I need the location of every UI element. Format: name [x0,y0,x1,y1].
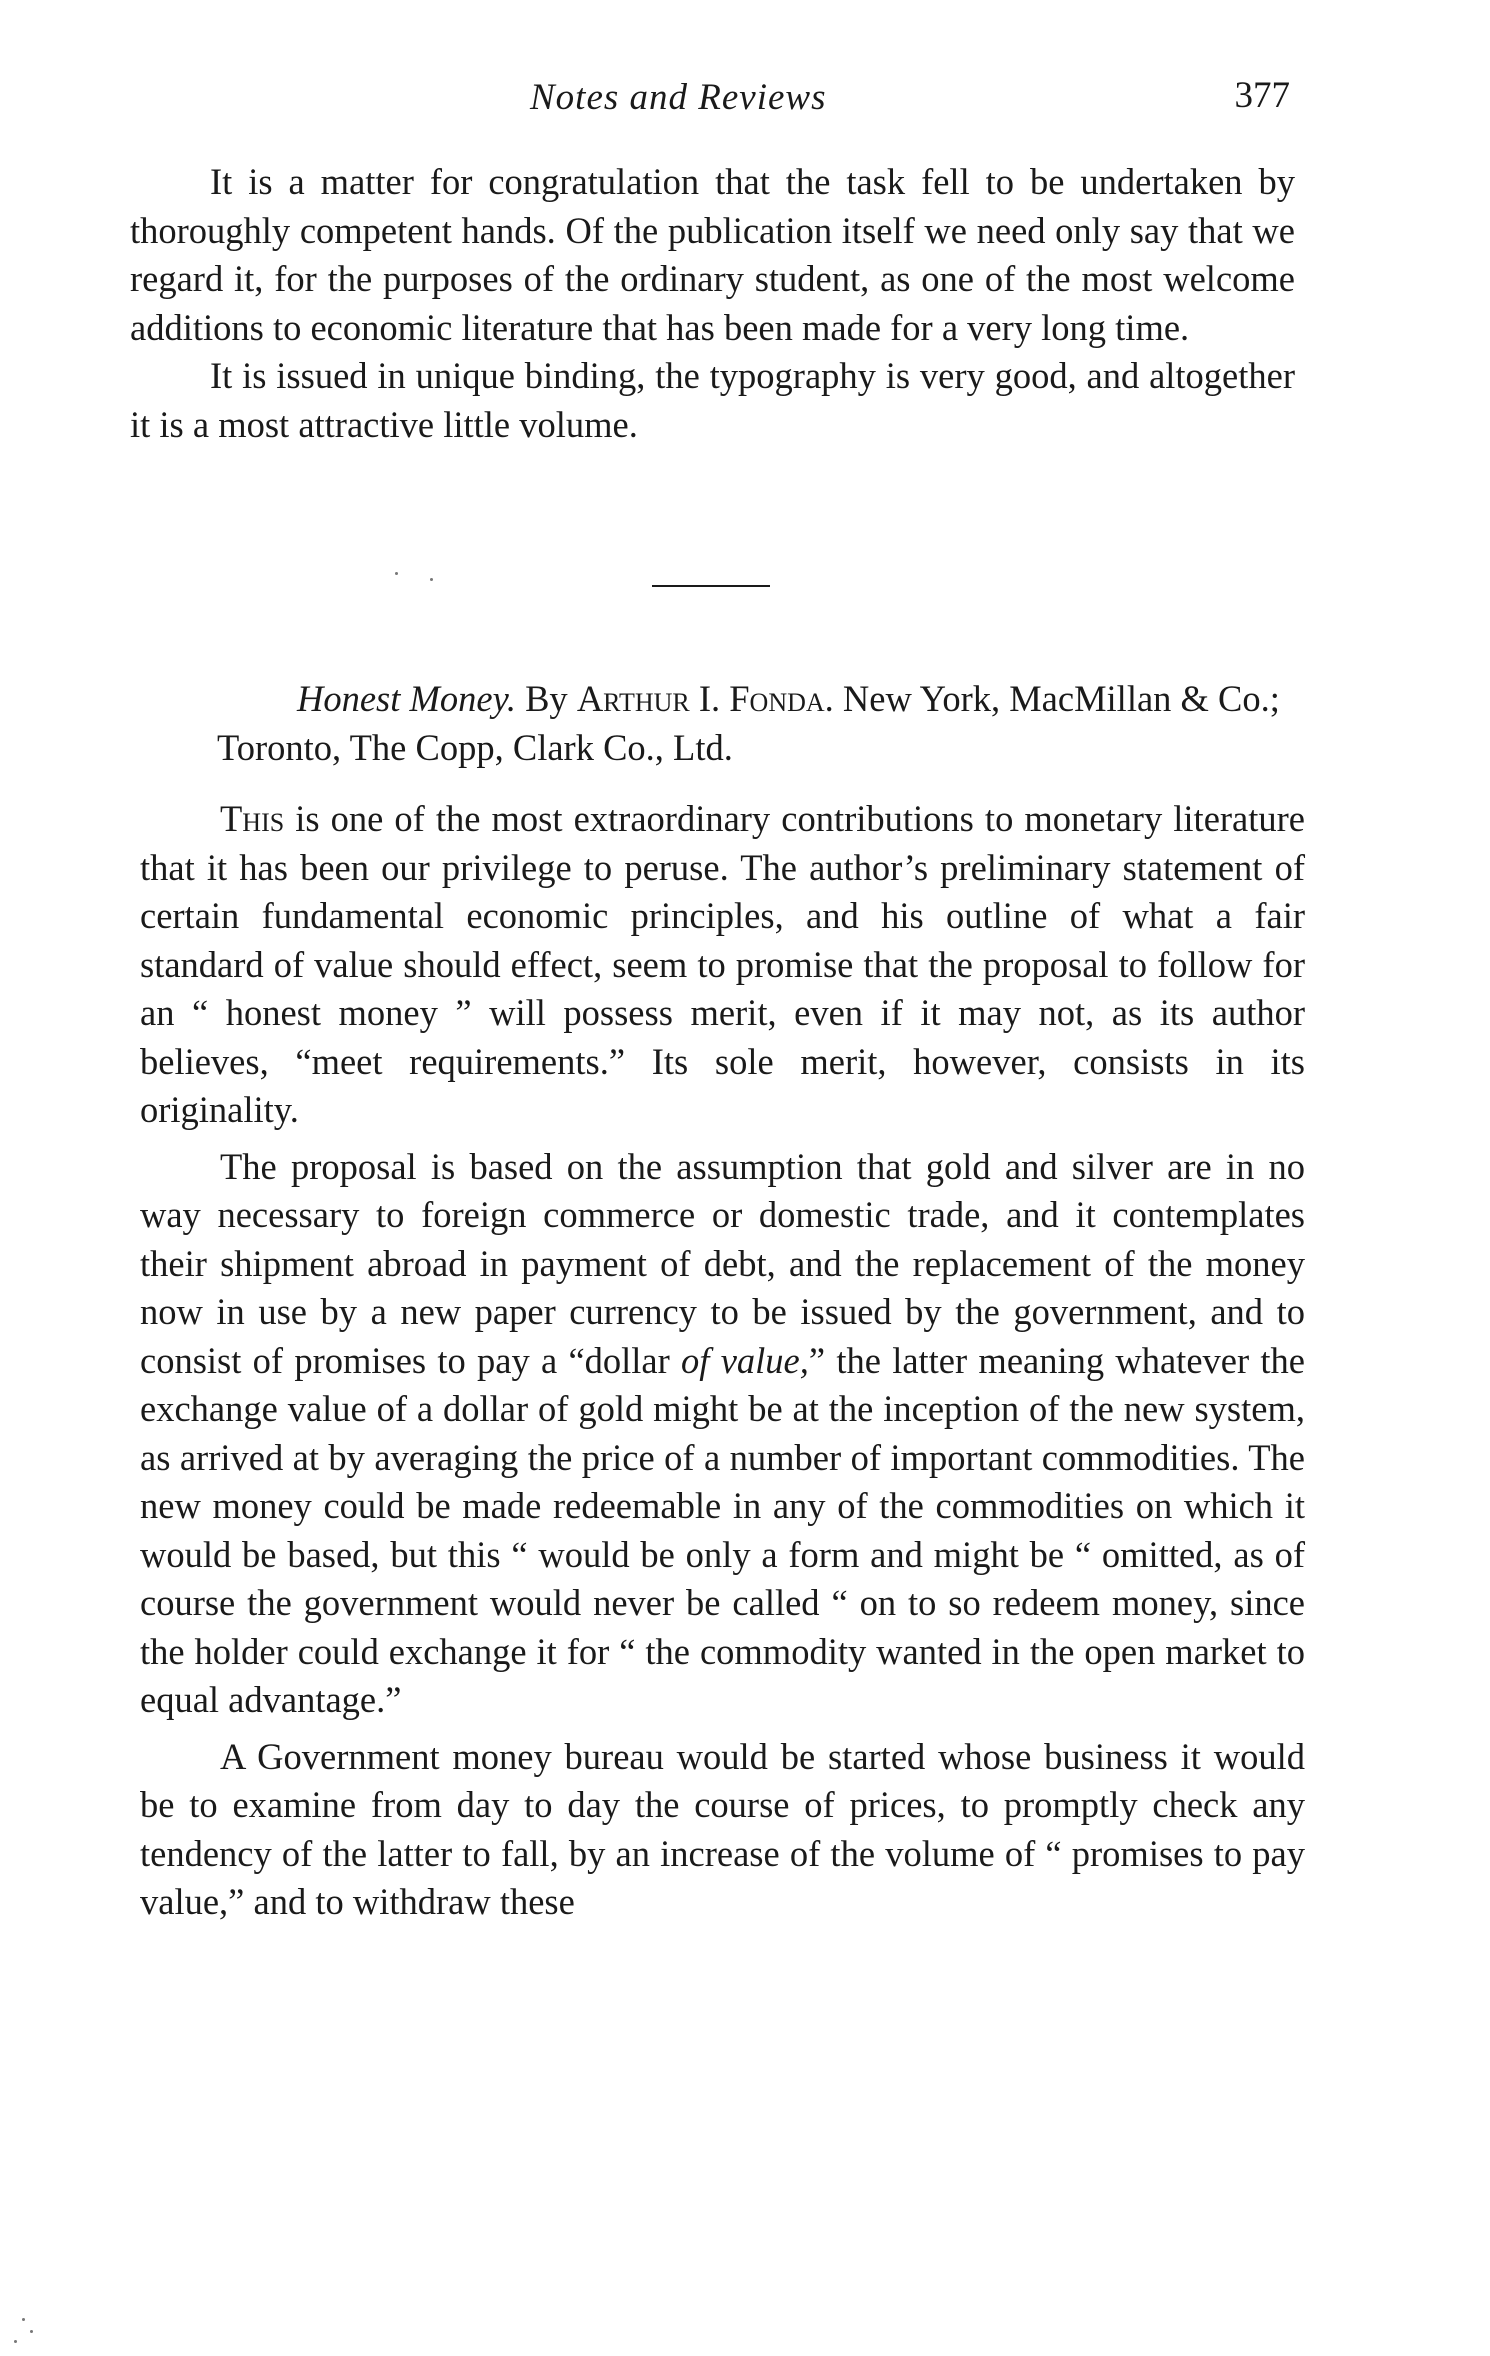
paragraph: It is a matter for congratulation that the task fell to be undertaken by thoroughly competent hands. Of the publication itself we need only say that we regard it, for the purposes of the ordinary student, as one of the most welcome additions to economic literature that has been made for a very long time. [130,161,1295,348]
review-body [140,795,1305,1931]
running-head [130,70,1290,130]
citation-line [137,675,1297,772]
paper-speck [14,2340,17,2343]
paragraph: A Government money bureau would be started whose business it would be to examine from day to day the course of prices, to promptly check any tendency of the latter to fall, by an increase of the volume of “ promises to pay value,” and to withdraw these [140,1735,1305,1922]
lead-word: This [220,798,285,839]
paper-speck [22,2318,25,2321]
paper-speck [395,572,398,575]
paragraph-text: is one of the most extraordinary contributions to monetary literature that it has been our privilege to peruse. The author’s preliminary statement of certain fundamental economic principles, and his outline of what a fair standard of value should effect, seem to promise that the proposal to follow for an “ honest money ” will possess merit, even if it may not, as its author believes, “meet requirements.” Its sole merit, however, consists in its originality. [140,798,1305,1130]
page-number: 377 [1234,75,1290,116]
paragraph [140,795,1305,1135]
italic-phrase: of value, [681,1339,809,1381]
paragraph [140,1143,1305,1725]
book-title: Honest Money. [297,678,516,719]
paragraph-text: ” the latter meaning whatever the exchange value of a dollar of gold might be at the inception of the new system, as arrived at by averaging the price of a number of important commodities. The new money could be made redeemable in any of the commodities on which it would be based, but this “ would be only a form and might be “ omitted, as of course the government would never be called “ on to so redeem money, since the holder could exchange it for “ the commodity wanted in the open market to equal advantage.” [140,1339,1305,1720]
book-citation [137,675,1297,772]
section-divider [652,585,770,587]
paper-speck [30,2330,33,2333]
paragraph-text: The proposal is based on the assumption that gold and silver are in no way necessary to foreign commerce or domestic trade, and it contemplates their shipment abroad in payment of debt, and the replacement of the money now in use by a new paper currency to be issued by the government, and to consist of promises to pay a “dollar [140,1145,1305,1381]
book-author: Arthur I. Fonda. [576,678,834,719]
book-publisher: New York, MacMillan & Co.; Toronto, The Copp, Clark Co., Ltd. [217,678,1280,768]
review-closing-section [130,158,1295,449]
citation-by: By [525,678,568,719]
paragraph: It is issued in unique binding, the typography is very good, and altogether it is a most attractive little volume. [130,355,1295,445]
running-title: Notes and Reviews [530,77,827,118]
paper-speck [430,578,433,581]
